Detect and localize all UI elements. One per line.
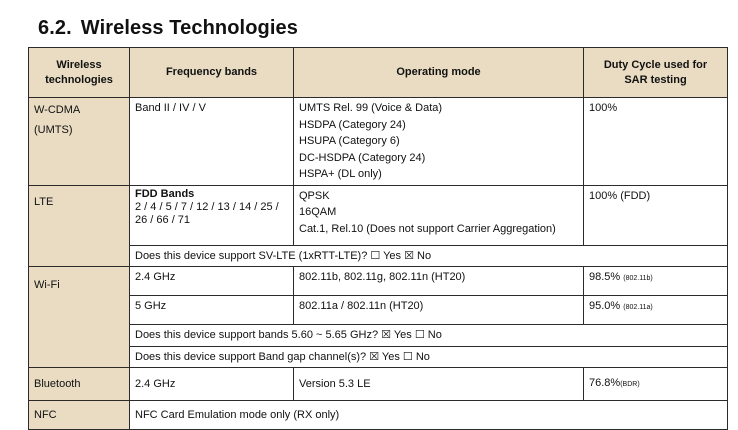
section-heading bbox=[38, 17, 298, 40]
mode-bluetooth: Version 5.3 LE bbox=[294, 368, 584, 401]
duty-wifi-24: 98.5% (802.11b) bbox=[584, 267, 728, 296]
row-wifi-question-1 bbox=[29, 325, 728, 347]
tech-wifi: Wi-Fi bbox=[29, 267, 130, 368]
section-number: 6.2. bbox=[38, 17, 72, 39]
mode-wifi-24: 802.11b, 802.11g, 802.11n (HT20) bbox=[294, 267, 584, 296]
duty-wcdma: 100% bbox=[584, 98, 728, 186]
modes-wcdma: UMTS Rel. 99 (Voice & Data) HSDPA (Category 24) HSUPA (Category 6) DC-HSDPA (Category 24) HSPA+ (DL only) bbox=[294, 98, 584, 186]
row-lte-question bbox=[29, 245, 728, 267]
duty-lte: 100% (FDD) bbox=[584, 185, 728, 245]
row-nfc bbox=[29, 401, 728, 430]
row-wifi-5 bbox=[29, 296, 728, 325]
band-gap-question: Does this device support Band gap channel(s)? ☒ Yes ☐ No bbox=[130, 346, 728, 368]
tech-wcdma: W-CDMA (UMTS) bbox=[29, 98, 130, 186]
band-wcdma: Band II / IV / V bbox=[130, 98, 294, 186]
header-technologies: Wireless technologies bbox=[29, 48, 130, 98]
mode-wifi-5: 802.11a / 802.11n (HT20) bbox=[294, 296, 584, 325]
desc-nfc: NFC Card Emulation mode only (RX only) bbox=[130, 401, 728, 430]
duty-wifi-5: 95.0% (802.11a) bbox=[584, 296, 728, 325]
row-bluetooth bbox=[29, 368, 728, 401]
section-title: Wireless Technologies bbox=[80, 17, 298, 39]
tech-nfc: NFC bbox=[29, 401, 130, 430]
row-wifi-24 bbox=[29, 267, 728, 296]
header-frequency-bands: Frequency bands bbox=[130, 48, 294, 98]
header-duty-cycle: Duty Cycle used for SAR testing bbox=[584, 48, 728, 98]
sv-lte-question: Does this device support SV-LTE (1xRTT-LTE)? ☐ Yes ☒ No bbox=[130, 245, 728, 267]
row-wifi-question-2 bbox=[29, 346, 728, 368]
wireless-technologies-table bbox=[28, 47, 728, 430]
row-lte bbox=[29, 185, 728, 245]
row-wcdma bbox=[29, 98, 728, 186]
band-wifi-5: 5 GHz bbox=[130, 296, 294, 325]
header-row bbox=[29, 48, 728, 98]
band-wifi-24: 2.4 GHz bbox=[130, 267, 294, 296]
band-5g-question: Does this device support bands 5.60 ~ 5.65 GHz? ☒ Yes ☐ No bbox=[130, 325, 728, 347]
band-bluetooth: 2.4 GHz bbox=[130, 368, 294, 401]
duty-bluetooth: 76.8%(BDR) bbox=[584, 368, 728, 401]
tech-bluetooth: Bluetooth bbox=[29, 368, 130, 401]
header-operating-mode: Operating mode bbox=[294, 48, 584, 98]
tech-lte: LTE bbox=[29, 185, 130, 267]
modes-lte: QPSK 16QAM Cat.1, Rel.10 (Does not support Carrier Aggregation) bbox=[294, 185, 584, 245]
bands-lte: FDD Bands 2 / 4 / 5 / 7 / 12 / 13 / 14 / 25 / 26 / 66 / 71 bbox=[130, 185, 294, 245]
